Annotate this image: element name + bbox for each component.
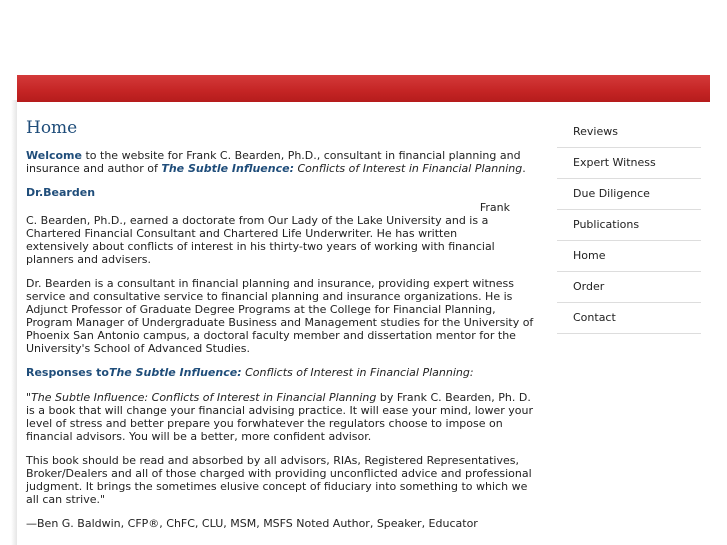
content-shadow [11,100,17,545]
welcome-label: Welcome [26,149,82,162]
responses-heading-b: The Subtle Influence: [108,366,242,379]
main-content [26,118,536,541]
quote-attribution: —Ben G. Baldwin, CFP®, ChFC, CLU, MSM, MSFS Noted Author, Speaker, Educator [26,517,478,530]
nav-item-order[interactable]: Order [557,272,701,303]
sidebar-nav [557,117,701,334]
nav-item-reviews[interactable]: Reviews [557,117,701,148]
bio-paragraph-1: C. Bearden, Ph.D., earned a doctorate from Our Lady of the Lake University and is a Chartered Financial Consultant and Chartered Life Underwriter. He has written extensively about conflicts of interest in his thirty-two years of working with financial planners and advisers. [26,214,495,266]
nav-item-due-diligence[interactable]: Due Diligence [557,179,701,210]
nav-item-publications[interactable]: Publications [557,210,701,241]
nav-item-expert-witness[interactable]: Expert Witness [557,148,701,179]
bio-first-word: Frank [479,201,510,214]
intro-book-title: The Subtle Influence: [161,162,294,175]
intro-paragraph [26,149,536,175]
quote-book-title: The Subtle Influence: Conflicts of Interest in Financial Planning [31,391,377,404]
quote-open: " [26,391,32,404]
header-banner [17,75,710,102]
nav-item-contact[interactable]: Contact [557,303,701,334]
intro-book-subtitle: Conflicts of Interest in Financial Planning [293,162,523,175]
bio-heading: Dr.Bearden [26,186,96,199]
responses-heading-a: Responses to [26,366,109,379]
responses-heading-c: Conflicts of Interest in Financial Planning: [241,366,474,379]
intro-end: . [522,162,526,175]
nav-item-home[interactable]: Home [557,241,701,272]
page-title: Home [26,118,78,138]
intro-text: to the website for Frank C. Bearden, Ph.D., consultant in financial planning and insurance and author of [26,149,521,175]
bio-paragraph-2: Dr. Bearden is a consultant in financial planning and insurance, providing expert witness service and consultative service to financial planning and insurance organizations. He is Adjunct Professor of Graduate Degree Programs at the College for Financial Planning, Program Manager of Undergraduate Business and Management studies for the University of Phoenix San Antonio campus, a doctoral faculty member and dissertation mentor for the University's School of Advanced Studies. [26,277,534,355]
quote-paragraph-1 [26,391,536,443]
responses-heading [26,366,536,379]
quote-paragraph-2: This book should be read and absorbed by all advisors, RIAs, Registered Representatives, Broker/Dealers and all of those charged with providing unconflicted advice and professional judgment. It brings the sometimes elusive concept of fiduciary into something to which we all can strive." [26,454,532,506]
quote-text: by Frank C. Bearden, Ph. D. is a book that will change your financial advising practice. It will ease your mind, lower your level of stress and better prepare you forwhatever the regulators choose to impose on financial advisors. You will be a better, more confident advisor. [26,391,534,443]
